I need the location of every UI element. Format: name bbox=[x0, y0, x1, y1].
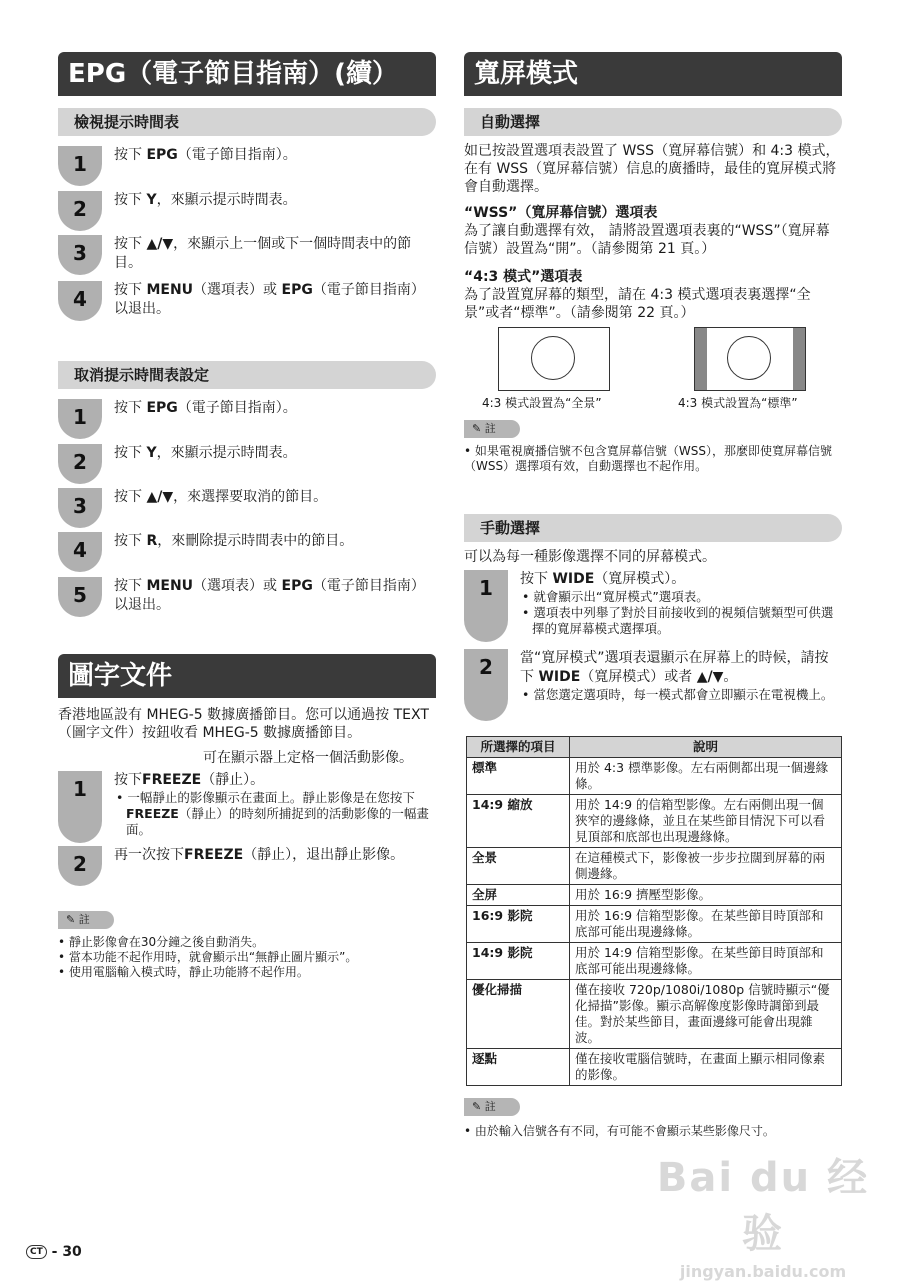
mode43-section bbox=[464, 268, 842, 322]
step-number: 1 bbox=[58, 146, 102, 186]
bottom-note: • 由於輸入信號各有不同，有可能不會顯示某些影像尺寸。 bbox=[464, 1124, 775, 1138]
watermark-url: jingyan.baidu.com bbox=[679, 1262, 847, 1281]
note-badge: ✎ 註 bbox=[464, 420, 520, 438]
page-number: 30 bbox=[62, 1244, 82, 1260]
note-badge: ✎ 註 bbox=[58, 911, 114, 929]
step-number: 1 bbox=[58, 399, 102, 439]
teletext-title: 圖字文件 bbox=[58, 654, 436, 698]
step-number: 1 bbox=[58, 771, 102, 843]
baidu-watermark bbox=[648, 1150, 878, 1281]
page-footer bbox=[26, 1244, 82, 1260]
caption-panorama: 4:3 模式設置為“全景” bbox=[482, 396, 602, 410]
wss-body: 為了讓自動選擇有效， 請將設置選項表裏的“WSS”（寬屏幕信號）設置為“開”。（請參閱第 21 頁。） bbox=[464, 223, 830, 257]
wide-mode-title: 寬屏模式 bbox=[464, 52, 842, 96]
step-bullet: • 一幅靜止的影像顯示在畫面上。靜止影像是在您按下FREEZE（靜止）的時刻所捕捉到的活動影像的一幅畫面。 bbox=[116, 790, 429, 837]
view-reminder-header: 檢視提示時間表 bbox=[58, 108, 436, 136]
freeze-intro: 可在顯示器上定格一個活動影像。 bbox=[203, 750, 413, 766]
table-header-desc: 說明 bbox=[570, 737, 842, 758]
step-text: 按下 Y，來顯示提示時間表。 bbox=[114, 445, 297, 461]
teletext-intro: 香港地區設有 MHEG-5 數據廣播節目。您可以通過按 TEXT（圖字文件）按鈕收看 MHEG-5 數據廣播節目。 bbox=[58, 707, 429, 741]
table-row: 全屏 用於 16:9 擠壓型影像。 bbox=[467, 885, 842, 906]
caption-standard: 4:3 模式設置為“標準” bbox=[678, 396, 798, 410]
circle-shape bbox=[727, 336, 771, 380]
auto-note: • 如果電視廣播信號不包含寬屏幕信號（WSS），那麼即使寬屏幕信號（WSS）選擇項有效，自動選擇也不起作用。 bbox=[464, 444, 833, 473]
step-text: 按下 EPG（電子節目指南）。 bbox=[114, 400, 297, 416]
panorama-screen-diagram bbox=[498, 327, 610, 391]
cancel-reminder-header: 取消提示時間表設定 bbox=[58, 361, 436, 389]
watermark-brand: Bai du 经验 bbox=[656, 1155, 870, 1257]
step-number: 2 bbox=[58, 846, 102, 886]
table-row: 全景 在這種模式下，影像被一步步拉闊到屏幕的兩側邊緣。 bbox=[467, 848, 842, 885]
step-text: 當“寬屏模式”選項表還顯示在屏幕上的時候，請按下 WIDE（寬屏模式）或者 ▲/▼。 • 當您選定選項時，每一模式都會立即顯示在電視機上。 bbox=[520, 649, 842, 703]
step-text: 按下 MENU（選項表）或 EPG（電子節目指南）以退出。 bbox=[114, 578, 425, 613]
step-bullet: • 就會顯示出“寬屏模式”選項表。 bbox=[522, 589, 709, 604]
ct-badge: CT bbox=[26, 1245, 47, 1259]
step-number: 3 bbox=[58, 488, 102, 528]
note-item: • 當本功能不起作用時，就會顯示出“無靜止圖片顯示”。 bbox=[58, 950, 358, 964]
teletext-notes bbox=[58, 935, 436, 980]
step-text: 按下 ▲/▼，來顯示上一個或下一個時間表中的節目。 bbox=[114, 236, 412, 271]
step-text: 按下 MENU（選項表）或 EPG（電子節目指南）以退出。 bbox=[114, 282, 425, 317]
wss-section bbox=[464, 204, 842, 258]
table-row: 標準 用於 4:3 標準影像。左右兩側都出現一個邊緣條。 bbox=[467, 758, 842, 795]
table-row: 16:9 影院 用於 16:9 信箱型影像。在某些節目時頂部和底部可能出現邊緣條。 bbox=[467, 906, 842, 943]
step-number: 2 bbox=[58, 444, 102, 484]
note-item: • 使用電腦輸入模式時，靜止功能將不起作用。 bbox=[58, 965, 309, 979]
step-text: 按下 EPG（電子節目指南）。 bbox=[114, 147, 297, 163]
step-text: 按下 ▲/▼，來選擇要取消的節目。 bbox=[114, 489, 328, 505]
wss-heading: “WSS”（寬屏幕信號）選項表 bbox=[464, 205, 658, 221]
table-row: 優化掃描 僅在接收 720p/1080i/1080p 信號時顯示“優化掃描”影像。顯示高解像度影像時調節到最佳。對於某些節目，畫面邊緣可能會出現雜波。 bbox=[467, 980, 842, 1049]
step-number: 4 bbox=[58, 281, 102, 321]
note-badge: ✎ 註 bbox=[464, 1098, 520, 1116]
mode43-heading: “4:3 模式”選項表 bbox=[464, 269, 583, 285]
standard-screen-diagram bbox=[694, 327, 806, 391]
step-number: 3 bbox=[58, 235, 102, 275]
step-number: 5 bbox=[58, 577, 102, 617]
table-header-item: 所選擇的項目 bbox=[467, 737, 570, 758]
side-bar-right bbox=[793, 328, 805, 390]
auto-intro: 如已按設置選項表設置了 WSS（寬屏幕信號）和 4:3 模式，在有 WSS（寬屏幕信號）信息的廣播時，最佳的寬屏模式將會自動選擇。 bbox=[464, 143, 840, 195]
table-row: 逐點 僅在接收電腦信號時，在畫面上顯示相同像素的影像。 bbox=[467, 1049, 842, 1086]
auto-select-header: 自動選擇 bbox=[464, 108, 842, 136]
step-text: 再一次按下FREEZE（靜止），退出靜止影像。 bbox=[114, 847, 405, 863]
step-number: 2 bbox=[464, 649, 508, 721]
table-row: 14:9 縮放 用於 14:9 的信箱型影像。左右兩側出現一個狹窄的邊緣條，並且在某些節目情況下可以看見頂部和底部也出現邊緣條。 bbox=[467, 795, 842, 848]
table-row: 14:9 影院 用於 14:9 信箱型影像。在某些節目時頂部和底部可能出現邊緣條。 bbox=[467, 943, 842, 980]
step-text: 按下FREEZE（靜止）。 • 一幅靜止的影像顯示在畫面上。靜止影像是在您按下FREEZE（靜止）的時刻所捕捉到的活動影像的一幅畫面。 bbox=[114, 771, 436, 838]
step-bullet: • 當您選定選項時，每一模式都會立即顯示在電視機上。 bbox=[522, 687, 834, 702]
note-item: • 靜止影像會在30分鐘之後自動消失。 bbox=[58, 935, 265, 949]
step-text: 按下 WIDE（寬屏模式）。 • 就會顯示出“寬屏模式”選項表。 • 選項表中列舉了對於目前接收到的視頻信號類型可供選擇的寬屏幕模式選擇項。 bbox=[520, 570, 842, 637]
step-number: 1 bbox=[464, 570, 508, 642]
manual-select-header: 手動選擇 bbox=[464, 514, 842, 542]
footer-sep: - bbox=[51, 1244, 58, 1260]
side-bar-left bbox=[695, 328, 707, 390]
step-bullet: • 選項表中列舉了對於目前接收到的視頻信號類型可供選擇的寬屏幕模式選擇項。 bbox=[522, 605, 834, 636]
step-text: 按下 Y，來顯示提示時間表。 bbox=[114, 192, 297, 208]
step-text: 按下 R，來刪除提示時間表中的節目。 bbox=[114, 533, 354, 549]
manual-intro: 可以為每一種影像選擇不同的屏幕模式。 bbox=[464, 549, 716, 565]
mode43-body: 為了設置寬屏幕的類型，請在 4:3 模式選項表裏選擇“全景”或者“標準”。（請參閱第 22 頁。） bbox=[464, 287, 811, 321]
wide-mode-table bbox=[466, 736, 842, 1086]
circle-shape bbox=[531, 336, 575, 380]
epg-title: EPG（電子節目指南）(續） bbox=[58, 52, 436, 96]
step-number: 4 bbox=[58, 532, 102, 572]
step-number: 2 bbox=[58, 191, 102, 231]
